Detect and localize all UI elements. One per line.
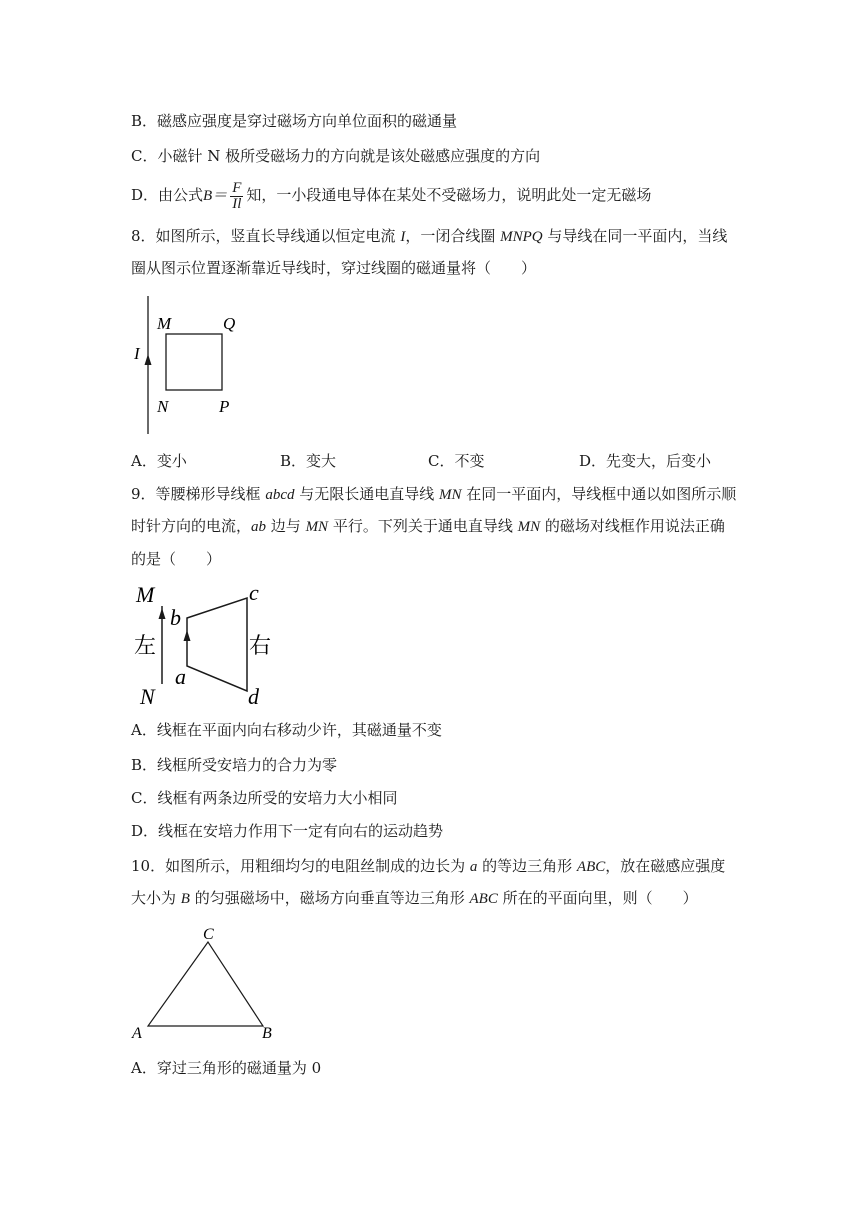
q8-label-q: Q <box>223 314 236 333</box>
q8-current-arrow <box>145 354 152 365</box>
q8-stem-line2: 圈从图示位置逐渐靠近导线时，穿过线圈的磁通量将（ ） <box>131 259 537 277</box>
q9-option-a[interactable]: A．线框在平面内向右移动少许，其磁通量不变 <box>131 721 442 739</box>
q8-option-d[interactable]: D．先变大，后变小 <box>579 452 712 470</box>
q7-option-d: D．由公式B＝ $\frac{F}{Il}$ 知，一小段通电导体在某处不受磁场力，说明此处一定无磁场 <box>131 179 652 212</box>
q8-option-c[interactable]: C．不变 <box>428 452 485 470</box>
q8-label-p: P <box>219 397 230 416</box>
q10-label-a: A <box>132 1025 142 1042</box>
q9-trapezoid <box>187 598 247 691</box>
q9-label-right: 右 <box>249 634 272 659</box>
q9-label-b: b <box>170 605 181 630</box>
q7-option-c: C．小磁针 N 极所受磁场力的方向就是该处磁感应强度的方向 <box>131 147 541 165</box>
q9-label-a: a <box>175 664 186 689</box>
q9-stem-line1: 9．等腰梯形导线框 abcd 与无限长通电直导线 MN 在同一平面内，导线框中通以如图所示顺 <box>131 485 737 503</box>
q8-label-i: I <box>134 344 140 363</box>
q9-wire-arrow <box>159 608 166 619</box>
q10-stem-line2: 大小为 B 的匀强磁场中，磁场方向垂直等边三角形 ABC 所在的平面向里，则（ ） <box>131 889 698 907</box>
q8-option-a[interactable]: A．变小 <box>131 452 187 470</box>
q8-stem-line1: 8．如图所示，竖直长导线通以恒定电流 I，一闭合线圈 MNPQ 与导线在同一平面内，当线 <box>131 227 728 245</box>
q10-label-c: C <box>203 926 214 943</box>
q8-label-m: M <box>157 314 172 333</box>
q10-figure <box>128 922 288 1042</box>
q9-label-d: d <box>248 684 259 709</box>
q9-figure <box>130 580 280 710</box>
q9-stem-line3: 的是（ ） <box>131 550 222 568</box>
q9-label-m: M <box>136 582 155 607</box>
formula-fraction: $\frac{F}{Il}$ <box>232 179 242 212</box>
q8-label-n: N <box>157 397 169 416</box>
q9-current-arrow <box>184 630 191 641</box>
q10-triangle <box>148 942 263 1026</box>
q8-figure <box>125 292 255 438</box>
q7-option-b: B．磁感应强度是穿过磁场方向单位面积的磁通量 <box>131 112 458 130</box>
q9-option-b[interactable]: B．线框所受安培力的合力为零 <box>131 756 338 774</box>
q8-coil <box>166 334 222 390</box>
q9-label-left: 左 <box>134 634 157 659</box>
q9-option-c[interactable]: C．线框有两条边所受的安培力大小相同 <box>131 789 398 807</box>
q10-stem-line1: 10．如图所示，用粗细均匀的电阻丝制成的边长为 a 的等边三角形 ABC，放在磁感应强度 <box>131 857 726 875</box>
q9-label-c: c <box>249 580 259 605</box>
q10-label-b: B <box>262 1025 272 1042</box>
q9-option-d[interactable]: D．线框在安培力作用下一定有向右的运动趋势 <box>131 822 444 840</box>
q10-option-a[interactable]: A．穿过三角形的磁通量为 0 <box>131 1059 322 1077</box>
q8-option-b[interactable]: B．变大 <box>280 452 337 470</box>
q9-label-n: N <box>140 684 155 709</box>
q9-stem-line2: 时针方向的电流，ab 边与 MN 平行。下列关于通电直导线 MN 的磁场对线框作用说法正确 <box>131 517 725 535</box>
